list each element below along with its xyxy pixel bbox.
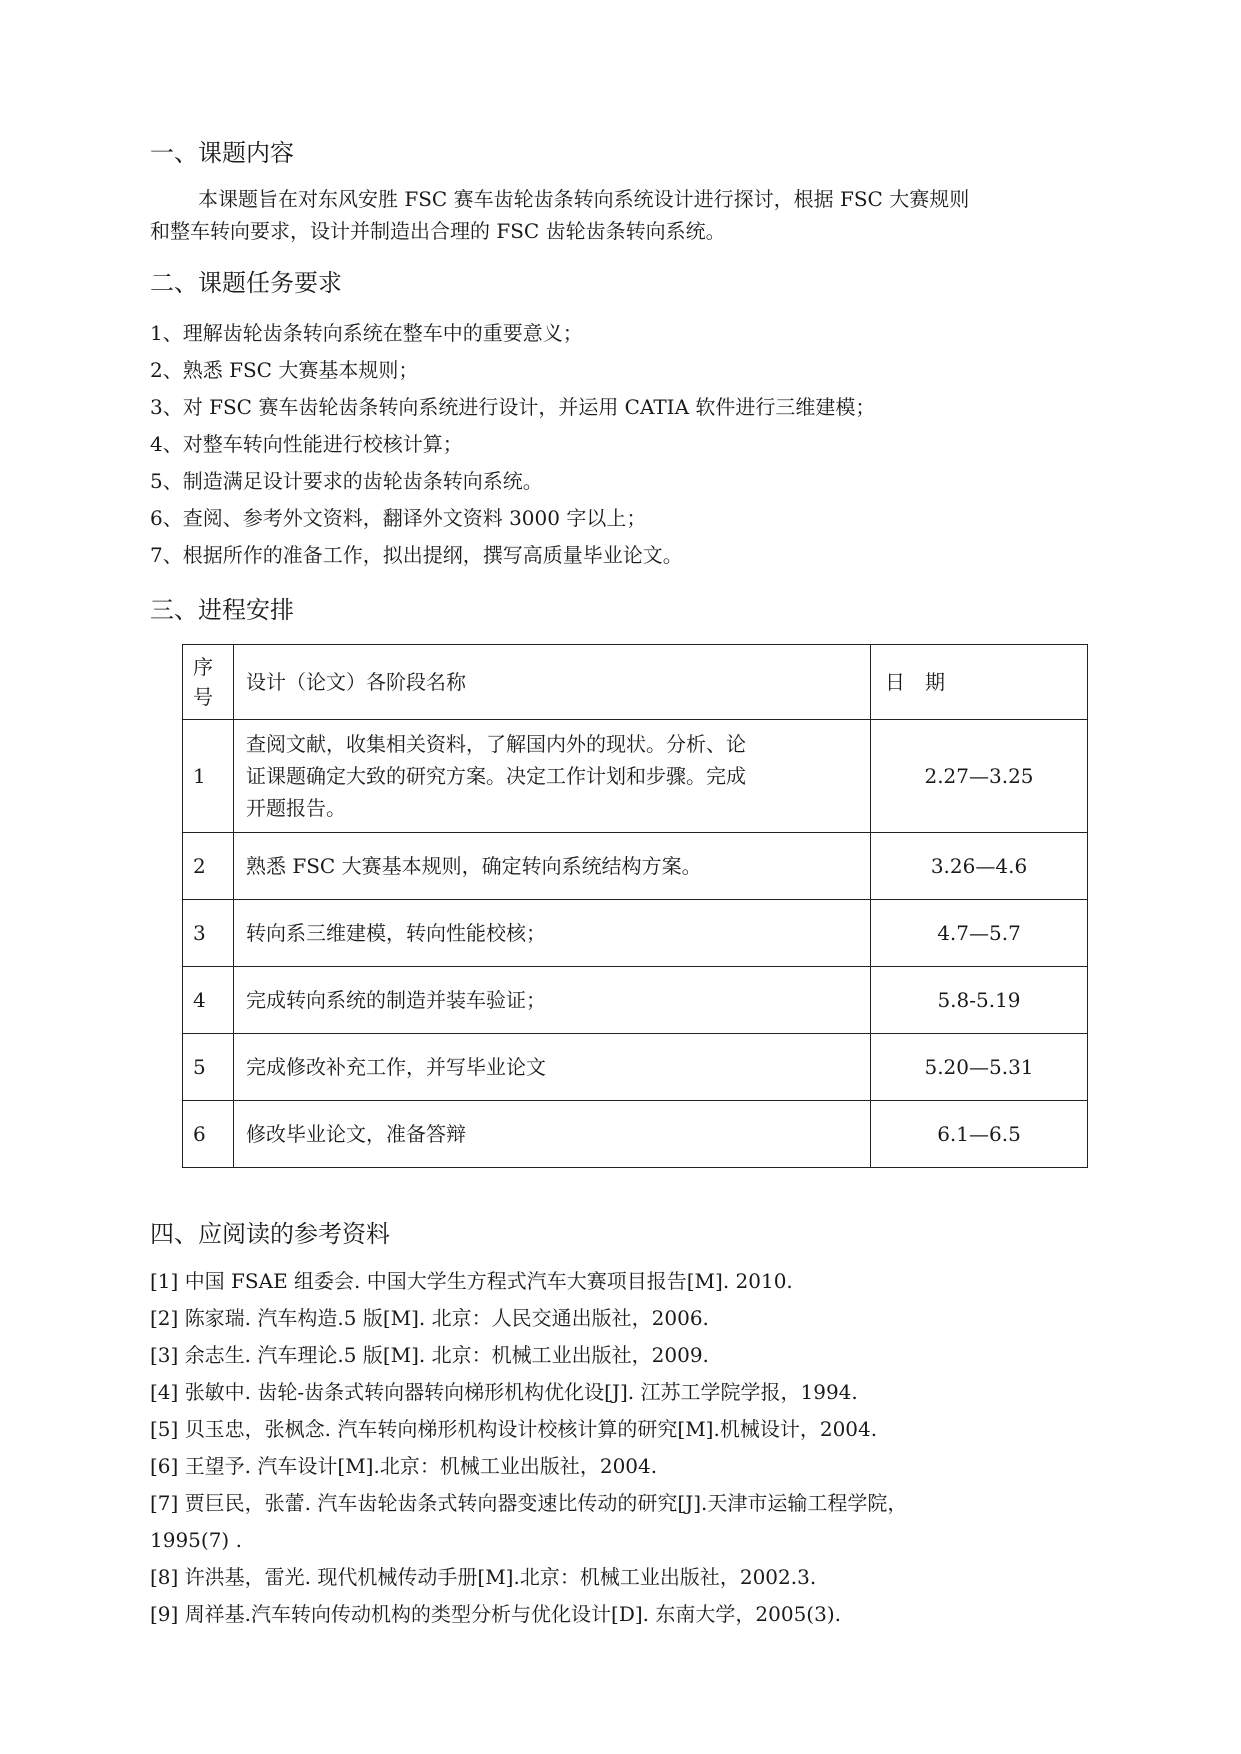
reference-item: [7] 贾巨民，张蕾. 汽车齿轮齿条式转向器变速比传动的研究[J].天津市运输工程学院， <box>150 1491 908 1515</box>
table-row <box>183 1034 1088 1101</box>
section-title-content: 一、课题内容 <box>150 139 294 167</box>
row-date: 4.7—5.7 <box>871 900 1088 967</box>
row-date: 2.27—3.25 <box>871 720 1088 833</box>
section-content-paragraph-cont <box>150 215 1130 247</box>
requirement-item: 2、熟悉 FSC 大赛基本规则； <box>150 358 419 382</box>
requirement-item: 6、查阅、参考外文资料，翻译外文资料 3000 字以上； <box>150 506 647 530</box>
row-date: 5.8-5.19 <box>871 967 1088 1034</box>
row-stage-name: 修改毕业论文，准备答辩 <box>234 1101 871 1168</box>
row-number: 4 <box>183 967 234 1034</box>
row-stage-name: 完成修改补充工作，并写毕业论文 <box>234 1034 871 1101</box>
table-header-row <box>183 645 1088 720</box>
header-cell-date: 日 期 <box>871 645 1088 720</box>
row-stage-name-line: 开题报告。 <box>246 796 346 820</box>
requirement-item: 7、根据所作的准备工作，拟出提纲，撰写高质量毕业论文。 <box>150 543 683 567</box>
reference-item: [1] 中国 FSAE 组委会. 中国大学生方程式汽车大赛项目报告[M]. 2010. <box>150 1269 793 1293</box>
reference-item: [8] 许洪基，雷光. 现代机械传动手册[M].北京：机械工业出版社，2002.3. <box>150 1565 817 1589</box>
table-row <box>183 833 1088 900</box>
row-date: 3.26—4.6 <box>871 833 1088 900</box>
row-number: 5 <box>183 1034 234 1101</box>
paragraph-line-1: 本课题旨在对东风安胜 FSC 赛车齿轮齿条转向系统设计进行探讨，根据 FSC 大赛规则 <box>198 187 970 211</box>
header-cell-stage-name: 设计（论文）各阶段名称 <box>234 645 871 720</box>
reference-item: [5] 贝玉忠，张枫念. 汽车转向梯形机构设计校核计算的研究[M].机械设计，2004. <box>150 1417 878 1441</box>
header-cell-number <box>183 645 234 720</box>
requirement-item: 3、对 FSC 赛车齿轮齿条转向系统进行设计，并运用 CATIA 软件进行三维建模； <box>150 395 876 419</box>
row-date: 5.20—5.31 <box>871 1034 1088 1101</box>
section-content-paragraph <box>150 183 1130 215</box>
row-number: 6 <box>183 1101 234 1168</box>
reference-item: [2] 陈家瑞. 汽车构造.5 版[M]. 北京：人民交通出版社，2006. <box>150 1306 709 1330</box>
reference-item-continued: 1995(7) . <box>150 1528 242 1552</box>
requirement-item: 1、理解齿轮齿条转向系统在整车中的重要意义； <box>150 321 583 345</box>
row-number: 2 <box>183 833 234 900</box>
reference-item: [6] 王望予. 汽车设计[M].北京：机械工业出版社，2004. <box>150 1454 658 1478</box>
reference-item: [3] 余志生. 汽车理论.5 版[M]. 北京：机械工业出版社，2009. <box>150 1343 709 1367</box>
row-stage-name-line: 查阅文献，收集相关资料，了解国内外的现状。分析、论 <box>246 732 746 756</box>
requirement-item: 4、对整车转向性能进行校核计算； <box>150 432 463 456</box>
schedule-table <box>182 644 1088 1168</box>
table-row <box>183 720 1088 833</box>
header-number-line-1: 序 <box>193 655 213 679</box>
reference-item: [4] 张敏中. 齿轮-齿条式转向器转向梯形机构优化设[J]. 江苏工学院学报，1994. <box>150 1380 858 1404</box>
requirement-item: 5、制造满足设计要求的齿轮齿条转向系统。 <box>150 469 543 493</box>
row-stage-name: 完成转向系统的制造并装车验证； <box>234 967 871 1034</box>
row-number: 1 <box>183 720 234 833</box>
table-row <box>183 1101 1088 1168</box>
table-row <box>183 900 1088 967</box>
table-row <box>183 967 1088 1034</box>
row-stage-name-line: 证课题确定大致的研究方案。决定工作计划和步骤。完成 <box>246 764 746 788</box>
row-stage-name: 转向系三维建模，转向性能校核； <box>234 900 871 967</box>
section-title-schedule: 三、进程安排 <box>150 596 294 624</box>
reference-item: [9] 周祥基.汽车转向传动机构的类型分析与优化设计[D]. 东南大学，2005(3). <box>150 1602 841 1626</box>
paragraph-line-2: 和整车转向要求，设计并制造出合理的 FSC 齿轮齿条转向系统。 <box>150 219 726 243</box>
section-title-requirements: 二、课题任务要求 <box>150 269 342 297</box>
row-number: 3 <box>183 900 234 967</box>
header-number-line-2: 号 <box>193 685 213 709</box>
row-stage-name: 熟悉 FSC 大赛基本规则，确定转向系统结构方案。 <box>234 833 871 900</box>
section-title-references: 四、应阅读的参考资料 <box>150 1220 390 1248</box>
row-date: 6.1—6.5 <box>871 1101 1088 1168</box>
row-stage-name <box>234 720 871 833</box>
